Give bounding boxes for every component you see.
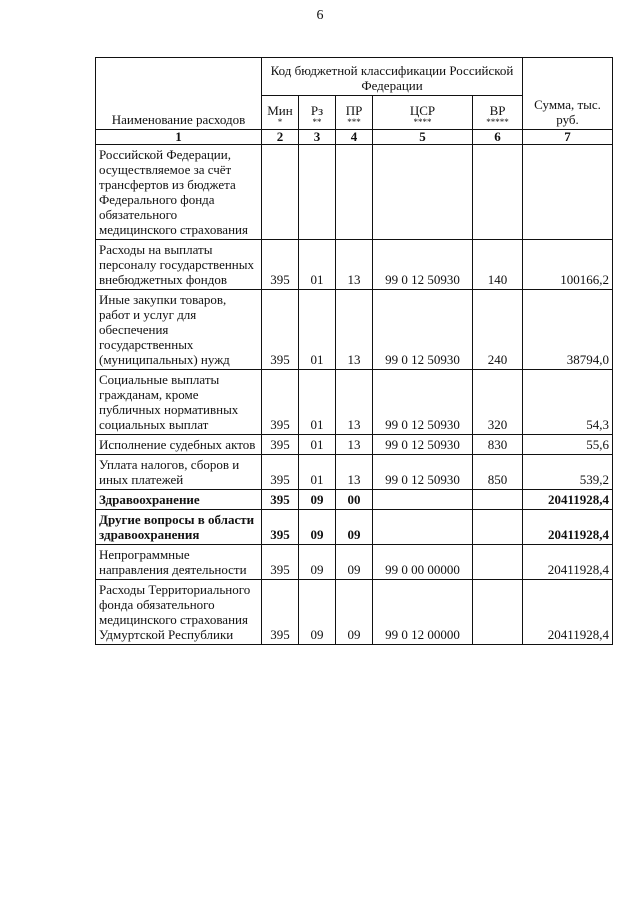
row-rz: 09	[299, 490, 336, 510]
header-name: Наименование расходов	[96, 58, 262, 130]
row-name: Здравоохранение	[96, 490, 262, 510]
row-sum: 20411928,4	[523, 545, 613, 580]
row-vr	[473, 145, 523, 240]
header-code-group: Код бюджетной классификации Российской Федерации	[262, 58, 523, 96]
column-numbers-row	[96, 130, 613, 145]
table-row	[96, 145, 613, 240]
row-csr: 99 0 00 00000	[373, 545, 473, 580]
row-vr: 830	[473, 435, 523, 455]
row-name: Исполнение судебных актов	[96, 435, 262, 455]
row-rz: 01	[299, 435, 336, 455]
row-rz: 01	[299, 370, 336, 435]
row-sum	[523, 145, 613, 240]
row-min: 395	[262, 545, 299, 580]
header-col-rz: Рз **	[299, 96, 336, 130]
row-name: Расходы Территориального фонда обязательного медицинского страхования Удмуртской Республики	[96, 580, 262, 645]
row-sum: 20411928,4	[523, 510, 613, 545]
row-vr: 850	[473, 455, 523, 490]
row-pr: 13	[336, 290, 373, 370]
table-row	[96, 240, 613, 290]
row-vr: 320	[473, 370, 523, 435]
table-row	[96, 290, 613, 370]
row-csr: 99 0 12 50930	[373, 435, 473, 455]
row-min: 395	[262, 370, 299, 435]
row-vr	[473, 490, 523, 510]
table-row	[96, 510, 613, 545]
row-sum: 539,2	[523, 455, 613, 490]
table-row	[96, 370, 613, 435]
row-csr: 99 0 12 50930	[373, 240, 473, 290]
row-csr: 99 0 12 50930	[373, 290, 473, 370]
row-pr: 09	[336, 510, 373, 545]
row-vr	[473, 510, 523, 545]
row-rz: 01	[299, 455, 336, 490]
row-name: Другие вопросы в области здравоохранения	[96, 510, 262, 545]
row-pr: 13	[336, 240, 373, 290]
row-pr	[336, 145, 373, 240]
table-row	[96, 490, 613, 510]
row-sum: 20411928,4	[523, 490, 613, 510]
header-col-csr: ЦСР ****	[373, 96, 473, 130]
header-col-vr: ВР *****	[473, 96, 523, 130]
table-row	[96, 455, 613, 490]
row-pr: 09	[336, 545, 373, 580]
row-sum: 100166,2	[523, 240, 613, 290]
column-number: 1	[96, 130, 262, 145]
row-pr: 13	[336, 435, 373, 455]
column-number: 7	[523, 130, 613, 145]
row-pr: 13	[336, 455, 373, 490]
row-csr: 99 0 12 50930	[373, 455, 473, 490]
header-col-pr: ПР ***	[336, 96, 373, 130]
row-rz: 01	[299, 290, 336, 370]
column-number: 5	[373, 130, 473, 145]
row-pr: 13	[336, 370, 373, 435]
row-min: 395	[262, 510, 299, 545]
row-sum: 20411928,4	[523, 580, 613, 645]
row-name: Непрограммные направления деятельности	[96, 545, 262, 580]
row-csr	[373, 145, 473, 240]
row-min: 395	[262, 580, 299, 645]
row-min: 395	[262, 435, 299, 455]
header-sum: Сумма, тыс. руб.	[523, 58, 613, 130]
row-name: Уплата налогов, сборов и иных платежей	[96, 455, 262, 490]
table-row	[96, 545, 613, 580]
row-csr	[373, 490, 473, 510]
column-number: 2	[262, 130, 299, 145]
row-min	[262, 145, 299, 240]
row-name: Иные закупки товаров, работ и услуг для обеспечения государственных (муниципальных) нужд	[96, 290, 262, 370]
row-name: Российской Федерации, осуществляемое за счёт трансфертов из бюджета Федерального фонда обязательного медицинского страхования	[96, 145, 262, 240]
header-col-min: Мин *	[262, 96, 299, 130]
row-pr: 00	[336, 490, 373, 510]
row-min: 395	[262, 290, 299, 370]
budget-table	[95, 57, 613, 645]
row-min: 395	[262, 455, 299, 490]
row-sum: 54,3	[523, 370, 613, 435]
row-vr: 240	[473, 290, 523, 370]
column-number: 6	[473, 130, 523, 145]
row-csr: 99 0 12 00000	[373, 580, 473, 645]
row-vr	[473, 580, 523, 645]
row-rz	[299, 145, 336, 240]
page-number: 6	[316, 8, 324, 23]
row-rz: 09	[299, 545, 336, 580]
row-csr	[373, 510, 473, 545]
row-min: 395	[262, 490, 299, 510]
row-csr: 99 0 12 50930	[373, 370, 473, 435]
row-vr	[473, 545, 523, 580]
row-name: Расходы на выплаты персоналу государственных внебюджетных фондов	[96, 240, 262, 290]
table-row	[96, 580, 613, 645]
table-row	[96, 435, 613, 455]
column-number: 4	[336, 130, 373, 145]
row-rz: 01	[299, 240, 336, 290]
row-rz: 09	[299, 580, 336, 645]
row-name: Социальные выплаты гражданам, кроме публичных нормативных социальных выплат	[96, 370, 262, 435]
row-min: 395	[262, 240, 299, 290]
row-rz: 09	[299, 510, 336, 545]
row-sum: 38794,0	[523, 290, 613, 370]
row-vr: 140	[473, 240, 523, 290]
column-number: 3	[299, 130, 336, 145]
row-pr: 09	[336, 580, 373, 645]
row-sum: 55,6	[523, 435, 613, 455]
